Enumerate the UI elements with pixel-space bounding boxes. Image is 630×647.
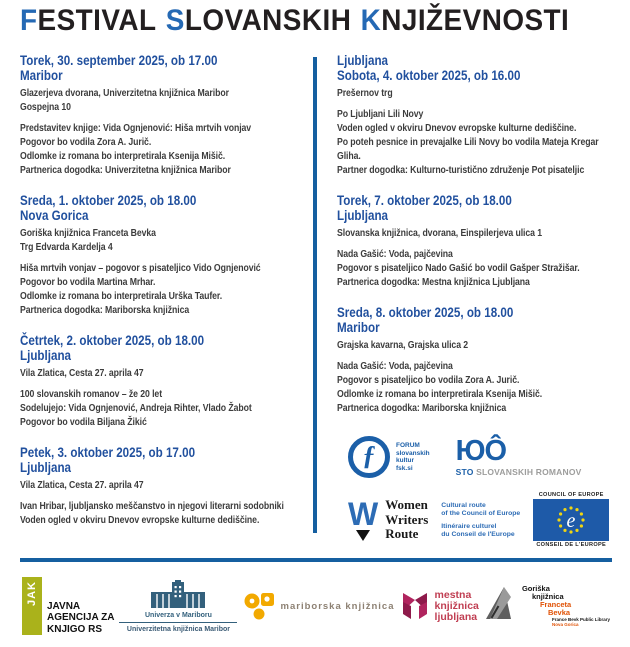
event-date: Sreda, 1. oktober 2025, ob 18.00: [20, 192, 197, 208]
event-header: [20, 53, 312, 83]
detail-line: Pogovor s pisateljico bo vodila Zora A. Jurič.: [337, 374, 520, 386]
sto-caption: [456, 467, 582, 477]
title-initial: F: [20, 4, 38, 37]
venue-line: Grajska kavarna, Grajska ulica 2: [337, 339, 469, 351]
event-date: Torek, 30. september 2025, ob 17.00: [20, 52, 218, 68]
university-building-icon: [149, 580, 207, 610]
event-details: [20, 261, 312, 317]
detail-line: Partnerica dogodka: Mariborska knjižnica: [20, 304, 190, 316]
venue-line: Trg Edvarda Kardelja 4: [20, 241, 113, 253]
fsk-line: slovanskih: [396, 449, 430, 457]
jak-logo: [22, 577, 114, 635]
event-header: [20, 193, 312, 223]
event-details: [20, 387, 312, 429]
venue-line: Vila Zlatica, Cesta 27. aprila 47: [20, 479, 144, 491]
croute-line: Itinéraire culturel: [441, 522, 497, 530]
goriska-knjiznica-logo: [484, 585, 610, 628]
event-date: Sreda, 8. oktober 2025, ob 18.00: [337, 304, 514, 320]
mkl-line: mestna: [434, 588, 472, 601]
detail-line: Nada Gašić: Voda, pajčevina: [337, 248, 453, 260]
um-university-name: Univerza v Mariboru: [145, 611, 212, 619]
venue-line: Vila Zlatica, Cesta 27. aprila 47: [20, 367, 144, 379]
event-ljubljana-7-okt: [337, 193, 614, 289]
event-details: [20, 121, 312, 177]
mkl-ribbon-icon: [400, 591, 430, 621]
goriska-line: Franceta: [539, 599, 572, 609]
council-of-europe-logo: [533, 491, 609, 549]
detail-line: Po Ljubljani Lili Novy: [337, 108, 424, 120]
event-city: Maribor: [337, 319, 380, 335]
goriska-city: Nova Gorica: [551, 622, 579, 627]
event-city: Maribor: [20, 67, 63, 83]
event-venue: [20, 86, 312, 114]
um-divider-line: [119, 622, 237, 623]
title-word: [166, 4, 352, 37]
fsk-line: FORUM: [396, 442, 420, 449]
detail-line: Pogovor bo vodila Zora A. Jurič.: [20, 136, 152, 148]
event-city: Nova Gorica: [20, 207, 89, 223]
mariborska-knjiznica-logo: [243, 590, 395, 622]
detail-line: Partner dogodka: Kulturno-turistično združenje Pot pisateljic: [337, 164, 585, 176]
title-initial: S: [165, 4, 185, 37]
venue-line: Slovanska knjižnica, dvorana, Einspilerjeva ulica 1: [337, 227, 543, 239]
title-word: [361, 4, 570, 37]
goriska-wordmark: [522, 585, 610, 628]
goriska-sculpture-icon: [484, 585, 518, 621]
event-date: Torek, 7. oktober 2025, ob 18.00: [337, 192, 512, 208]
events-column-left: [20, 53, 312, 543]
croute-line: Cultural route: [441, 501, 486, 509]
goriska-line: knjižnica: [531, 591, 564, 601]
coe-caption-bottom: CONSEIL DE L'EUROPE: [536, 542, 607, 548]
jak-line: KNJIGO RS: [47, 623, 103, 635]
detail-line: Hiša mrtvih vonjav – pogovor s pisateljico Vido Ognjenović: [20, 262, 261, 274]
univerza-maribor-logo: [119, 580, 237, 633]
event-header: [20, 333, 312, 363]
wwr-w-icon: [348, 495, 379, 541]
detail-line: Predstavitev knjige: Vida Ognjenović: Hiša mrtvih vonjav: [20, 122, 252, 134]
fsk-line: kultur: [396, 457, 415, 464]
partner-logos: [348, 436, 620, 549]
event-city: Ljubljana: [20, 347, 72, 363]
jak-line: AGENCIJA ZA: [47, 612, 115, 623]
event-venue: [337, 226, 614, 240]
croute-line: du Conseil de l'Europe: [441, 530, 515, 538]
detail-line: Partnerica dogodka: Univerzitetna knjižnica Maribor: [20, 164, 231, 176]
croute-line: of the Council of Europe: [441, 509, 521, 517]
footer-divider: [20, 558, 612, 562]
venue-line: Glazerjeva dvorana, Univerzitetna knjižnica Maribor: [20, 87, 229, 99]
wwr-wordmark: [385, 498, 428, 542]
event-city: Ljubljana: [20, 459, 72, 475]
event-venue: [337, 86, 614, 100]
event-header: [337, 193, 614, 223]
title-rest: ESTIVAL: [37, 4, 157, 37]
women-writers-route-logo: [348, 495, 429, 542]
mkl-wordmark: [435, 590, 479, 623]
detail-line: Voden ogled v okviru Dnevov evropske kulturne dediščine.: [20, 514, 260, 526]
fsk-wordmark: [396, 442, 430, 472]
detail-line: Nada Gašić: Voda, pajčevina: [337, 360, 453, 372]
goriska-subtitle: France Bevk Public Library: [551, 616, 610, 622]
event-date: Četrtek, 2. oktober 2025, ob 18.00: [20, 332, 205, 348]
fsk-circle-icon: [348, 436, 390, 478]
detail-line: Pogovor bo vodila Martina Mrhar.: [20, 276, 156, 288]
wwr-line: Route: [385, 526, 419, 542]
event-header: [337, 53, 614, 83]
coe-caption-top: COUNCIL OF EUROPE: [538, 492, 604, 498]
title-rest: NJIŽEVNOSTI: [381, 4, 570, 37]
event-city: Ljubljana: [337, 207, 389, 223]
event-date: Sobota, 4. oktober 2025, ob 16.00: [337, 67, 521, 83]
wwr-w-letter: W: [348, 495, 379, 532]
cultural-route-label: [441, 502, 520, 539]
events-column-right: [337, 53, 614, 431]
event-details: [20, 499, 312, 527]
event-venue: [20, 478, 312, 492]
event-nova-gorica-1-okt: [20, 193, 312, 317]
sto-monogram-icon: ЮÔ: [455, 435, 507, 467]
jak-bar-icon: [22, 577, 42, 635]
detail-line: Partnerica dogodka: Mariborska knjižnica: [337, 402, 507, 414]
venue-line: Gospejna 10: [20, 101, 71, 113]
venue-line: Goriška knjižnica Franceta Bevka: [20, 227, 156, 239]
sto-caption-bold: STO: [455, 467, 474, 477]
detail-line: 100 slovanskih romanov – že 20 let: [20, 388, 163, 400]
sto-caption-gray: SLOVANSKIH ROMANOV: [473, 467, 582, 477]
sto-slovanskih-romanov-logo: [456, 437, 582, 477]
jak-wordmark: [47, 601, 114, 636]
um-library-name: Univerzitetna knjižnica Maribor: [126, 625, 231, 633]
venue-line: Prešernov trg: [337, 87, 393, 99]
page-title: [20, 4, 579, 38]
mariborska-owl-icon: [243, 590, 275, 622]
detail-line: Ivan Hribar, ljubljansko meščanstvo in njegovi literarni sodobniki: [20, 500, 284, 512]
detail-line: Pogovor bo vodila Biljana Žikić: [20, 416, 147, 428]
detail-line: Sodelujejo: Vida Ognjenović, Andreja Rihter, Vlado Žabot: [20, 402, 252, 414]
event-details: [337, 359, 614, 415]
title-rest: LOVANSKIH: [184, 4, 352, 37]
column-divider: [313, 57, 317, 533]
jak-bar-label: JAK: [26, 581, 38, 607]
event-ljubljana-2-okt: [20, 333, 312, 429]
event-details: [337, 247, 614, 289]
wwr-triangle-icon: [356, 530, 370, 541]
footer-logos: [22, 572, 610, 640]
fsk-line: fsk.si: [396, 464, 413, 472]
mkl-line: knjižnica: [434, 599, 479, 612]
event-date: Petek, 3. oktober 2025, ob 17.00: [20, 444, 196, 460]
event-ljubljana-3-okt: [20, 445, 312, 527]
event-header: [337, 305, 614, 335]
coe-flag-icon: [533, 499, 609, 541]
event-venue: [20, 366, 312, 380]
goriska-line: Goriška: [521, 583, 550, 593]
wwr-line: Writers: [385, 511, 429, 527]
event-header: [20, 445, 312, 475]
detail-line: Po poteh pesnice in prevajalke Lili Novy bo vodila Mateja Kregar Gliha.: [337, 136, 599, 162]
event-maribor-30-sep: [20, 53, 312, 177]
detail-line: Partnerica dogodka: Mestna knjižnica Ljubljana: [337, 276, 530, 288]
event-maribor-8-okt: [337, 305, 614, 415]
event-city: Ljubljana: [337, 52, 389, 68]
forum-slovanskih-kultur-logo: [348, 436, 430, 478]
event-venue: [337, 338, 614, 352]
fsk-f-glyph: ƒ: [362, 440, 376, 470]
event-details: [337, 107, 614, 177]
partner-logos-row-2: [348, 491, 620, 549]
wwr-line: Women: [385, 497, 428, 513]
title-word: [20, 4, 157, 37]
svg-text:e: e: [566, 510, 576, 532]
mariborska-wordmark: mariborska knjižnica: [280, 600, 395, 612]
goriska-line: Bevka: [547, 607, 571, 617]
detail-line: Voden ogled v okviru Dnevov evropske kulturne dediščine.: [337, 122, 577, 134]
detail-line: Odlomke iz romana bo interpretirala Ksenija Mišič.: [337, 388, 543, 400]
event-venue: [20, 226, 312, 254]
detail-line: Odlomke iz romana bo interpretirala Ksenija Mišič.: [20, 150, 226, 162]
jak-line: JAVNA: [47, 600, 81, 612]
mestna-knjiznica-ljubljana-logo: [400, 590, 479, 623]
event-ljubljana-4-okt: [337, 53, 614, 177]
detail-line: Odlomke iz romana bo interpretirala Urška Taufer.: [20, 290, 223, 302]
detail-line: Pogovor s pisateljico Nado Gašić bo vodil Gašper Stražišar.: [337, 262, 580, 274]
mkl-line: ljubljana: [434, 610, 478, 623]
partner-logos-row-1: [348, 436, 620, 478]
title-initial: K: [360, 4, 382, 37]
